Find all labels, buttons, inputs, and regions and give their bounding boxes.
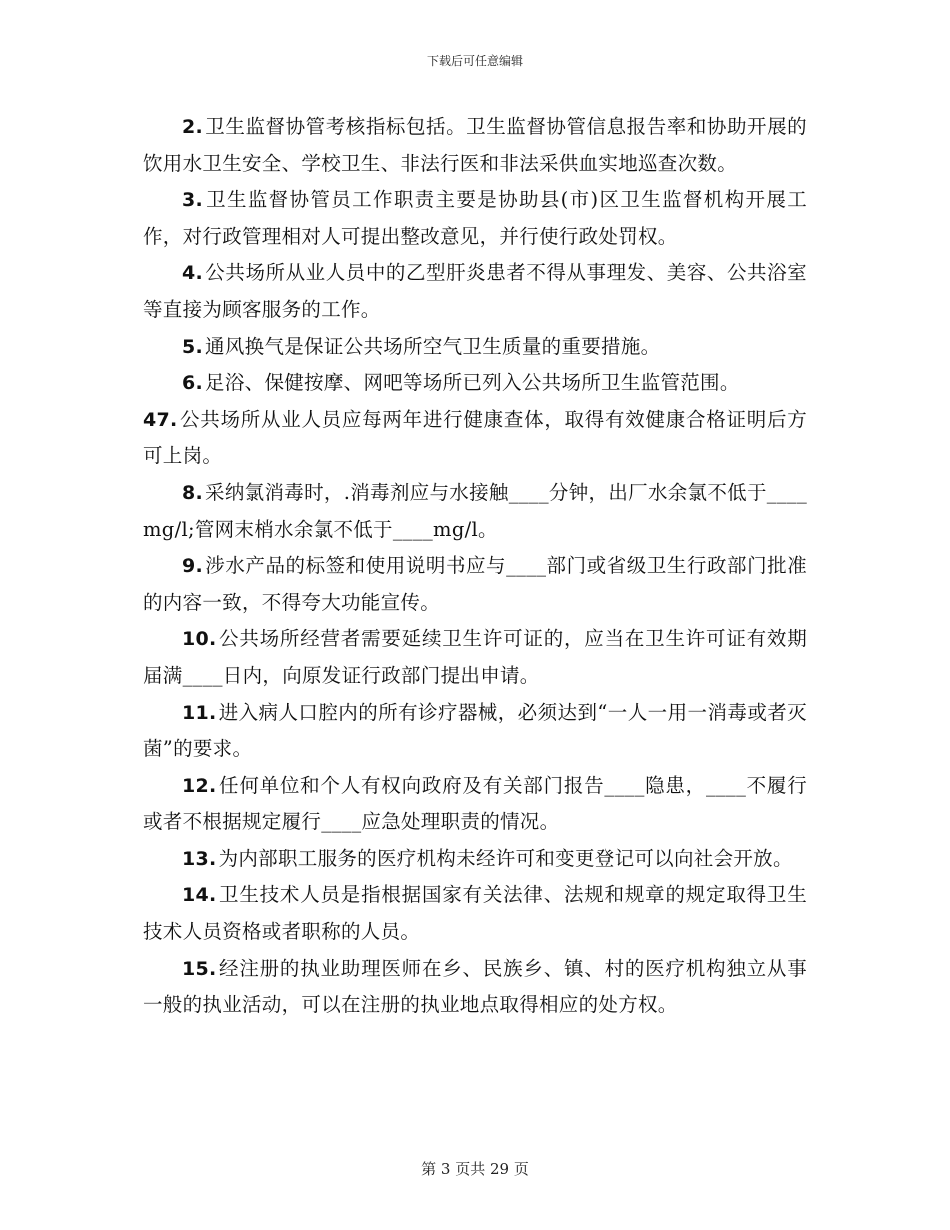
question-text: 采纳氯消毒时，.消毒剂应与水接触____分钟，出厂水余氯不低于____mg/l;管网末梢水余氯不低于____mg/l。 — [143, 480, 807, 541]
question-item-2 — [143, 109, 807, 182]
question-number: 8. — [182, 481, 204, 504]
question-text: 通风换气是保证公共场所空气卫生质量的重要措施。 — [205, 334, 661, 358]
question-item-11 — [143, 695, 807, 768]
question-number: 2. — [182, 116, 204, 138]
question-text: 任何单位和个人有权向政府及有关部门报告____隐患，____不履行或者不根据规定履行____应急处理职责的情况。 — [143, 773, 807, 834]
question-item-15 — [143, 951, 807, 1024]
question-item-12 — [143, 768, 807, 841]
question-number: 3. — [182, 189, 204, 212]
question-text: 卫生技术人员是指根据国家有关法律、法规和规章的规定取得卫生技术人员资格或者职称的人员。 — [143, 883, 807, 944]
question-text: 进入病人口腔内的所有诊疗器械，必须达到“一人一用一消毒或者灭菌”的要求。 — [143, 700, 807, 761]
question-number: 4. — [182, 262, 204, 285]
question-text: 为内部职工服务的医疗机构未经许可和变更登记可以向社会开放。 — [218, 846, 793, 870]
question-text: 涉水产品的标签和使用说明书应与____部门或省级卫生行政部门批准的内容一致，不得夸大功能宣传。 — [143, 554, 807, 614]
question-item-4 — [143, 255, 807, 328]
question-number: 9. — [182, 555, 204, 578]
question-text: 公共场所经营者需要延续卫生许可证的，应当在卫生许可证有效期届满____日内，向原发证行政部门提出申请。 — [143, 627, 807, 687]
question-item-47 — [143, 402, 807, 475]
question-text: 足浴、保健按摩、网吧等场所已列入公共场所卫生监管范围。 — [205, 371, 740, 395]
question-number: 11. — [182, 701, 217, 724]
question-text: 公共场所从业人员中的乙型肝炎患者不得从事理发、美容、公共浴室等直接为顾客服务的工作。 — [143, 261, 807, 321]
question-number: 12. — [182, 774, 217, 797]
question-text: 卫生监督协管员工作职责主要是协助县(市)区卫生监督机构开展工作，对行政管理相对人可提出整改意见，并行使行政处罚权。 — [143, 188, 807, 248]
question-item-10 — [143, 621, 807, 694]
question-number: 13. — [182, 847, 217, 870]
question-item-3 — [143, 182, 807, 255]
question-number: 14. — [182, 884, 217, 907]
question-item-6 — [143, 365, 807, 402]
question-item-13 — [143, 841, 807, 878]
question-number: 6. — [182, 372, 204, 395]
page-number-footer: 第 3 页共 29 页 — [421, 1160, 529, 1178]
question-text: 经注册的执业助理医师在乡、民族乡、镇、村的医疗机构独立从事一般的执业活动，可以在注册的执业地点取得相应的处方权。 — [143, 956, 807, 1017]
question-item-8 — [143, 475, 807, 548]
question-number: 47. — [143, 408, 178, 431]
question-item-9 — [143, 548, 807, 621]
question-item-5 — [143, 329, 807, 366]
question-text: 公共场所从业人员应每两年进行健康查体，取得有效健康合格证明后方可上岗。 — [143, 407, 807, 468]
page-header: 下载后可任意编辑 — [426, 54, 523, 68]
question-number: 10. — [182, 628, 217, 651]
document-body — [143, 109, 807, 1024]
question-number: 15. — [182, 957, 217, 980]
question-item-14 — [143, 877, 807, 950]
question-number: 5. — [182, 335, 204, 358]
question-text: 卫生监督协管考核指标包括。卫生监督协管信息报告率和协助开展的饮用水卫生安全、学校卫生、非法行医和非法采供血实地巡查次数。 — [143, 115, 807, 175]
